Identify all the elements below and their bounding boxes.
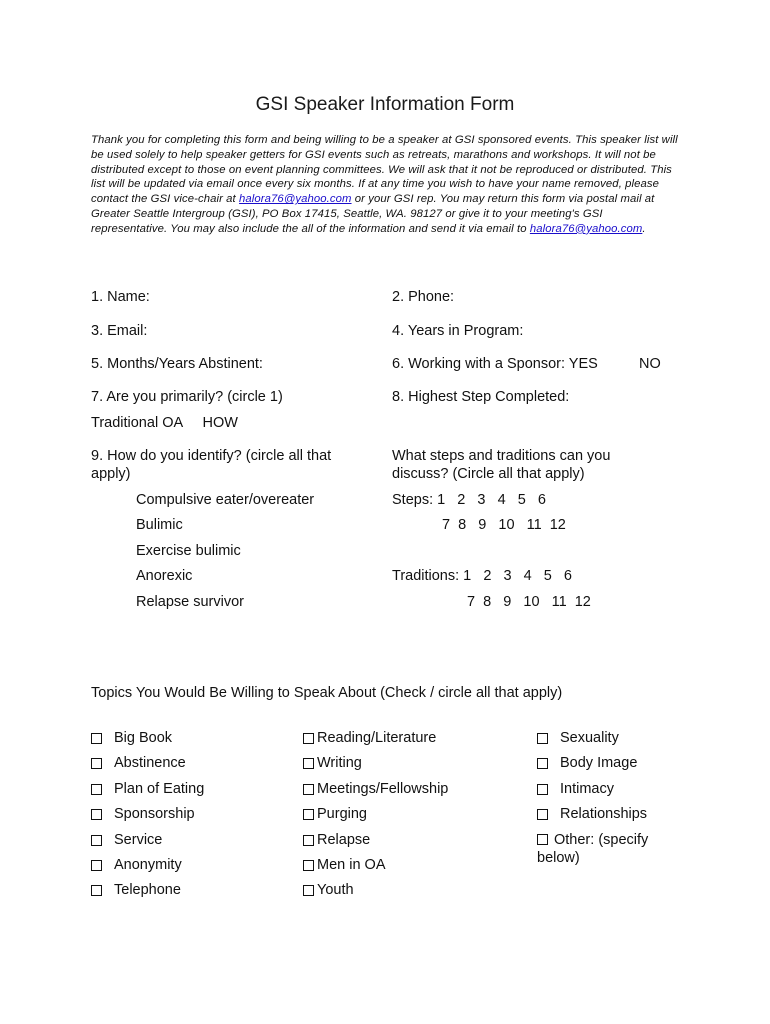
name-field-label: 1. Name: <box>91 289 150 305</box>
steps-line-2: 7 8 9 10 11 12 <box>442 517 566 533</box>
topic-anonymity[interactable] <box>91 856 204 881</box>
checkbox-icon[interactable] <box>91 758 102 769</box>
topic-sponsorship[interactable] <box>91 805 204 830</box>
checkbox-icon[interactable] <box>303 758 314 769</box>
email-field-label: 3. Email: <box>91 323 148 339</box>
topic-body-image[interactable] <box>537 754 677 779</box>
identify-option-relapse-survivor: Relapse survivor <box>136 594 244 610</box>
steps-line-1: Steps: 1 2 3 4 5 6 <box>392 492 546 508</box>
topic-men-in-oa[interactable] <box>303 856 448 881</box>
topic-plan-of-eating[interactable] <box>91 780 204 805</box>
traditions-line-1: Traditions: 1 2 3 4 5 6 <box>392 568 572 584</box>
sponsor-no-option: NO <box>639 356 661 372</box>
topic-label: Telephone <box>114 882 181 899</box>
checkbox-icon[interactable] <box>91 733 102 744</box>
topics-column-3 <box>537 729 677 867</box>
checkbox-icon[interactable] <box>303 809 314 820</box>
page-title: GSI Speaker Information Form <box>255 94 515 115</box>
checkbox-icon[interactable] <box>537 784 548 795</box>
intro-text-1: Thank you for completing this form and being willing to be a speaker at GSI sponsored events. This speaker list will be used solely to help speaker getters for GSI events such as retreats, marathons and workshops. It will not be distributed except to those on event planning committees. We will ask that it not be reproduced or distributed. This list will be updated via email once every six months. If at any time you wish to have your name removed, please contact the GSI vice-chair at <box>91 134 678 206</box>
topic-label: Writing <box>317 755 362 772</box>
checkbox-icon[interactable] <box>303 784 314 795</box>
topic-writing[interactable] <box>303 754 448 779</box>
checkbox-icon[interactable] <box>91 784 102 795</box>
topic-label: Sponsorship <box>114 806 195 823</box>
topic-label: Body Image <box>560 755 638 772</box>
checkbox-icon[interactable] <box>91 860 102 871</box>
checkbox-icon[interactable] <box>537 733 548 744</box>
checkbox-icon[interactable] <box>303 835 314 846</box>
checkbox-icon[interactable] <box>537 834 548 845</box>
identify-option-exercise-bulimic: Exercise bulimic <box>136 543 241 559</box>
topic-relapse[interactable] <box>303 831 448 856</box>
sponsor-field-label: 6. Working with a Sponsor: YES <box>392 356 598 372</box>
topic-other[interactable] <box>537 831 677 867</box>
email-link-1[interactable]: halora76@yahoo.com <box>239 193 352 206</box>
topic-youth[interactable] <box>303 881 448 906</box>
topic-big-book[interactable] <box>91 729 204 754</box>
topic-relationships[interactable] <box>537 805 677 830</box>
highest-step-field-label: 8. Highest Step Completed: <box>392 389 570 405</box>
topic-label: Abstinence <box>114 755 186 772</box>
topic-label: Service <box>114 831 163 848</box>
checkbox-icon[interactable] <box>537 758 548 769</box>
topic-label: Sexuality <box>560 730 619 746</box>
topic-label: Anonymity <box>114 856 182 873</box>
years-field-label: 4. Years in Program: <box>392 323 524 339</box>
phone-field-label: 2. Phone: <box>392 289 455 305</box>
checkbox-icon[interactable] <box>91 885 102 896</box>
topic-label: Big Book <box>114 730 173 746</box>
topic-label: Relapse <box>317 831 371 848</box>
topic-service[interactable] <box>91 831 204 856</box>
topic-meetings-fellowship[interactable] <box>303 780 448 805</box>
identify-option-compulsive: Compulsive eater/overeater <box>136 492 315 508</box>
topic-intimacy[interactable] <box>537 780 677 805</box>
identify-field-label: 9. How do you identify? (circle all that apply) <box>91 448 332 482</box>
topic-label: Reading/Literature <box>317 730 437 746</box>
steps-question-label: What steps and traditions can you discuss? (Circle all that apply) <box>392 448 611 482</box>
abstinent-field-label: 5. Months/Years Abstinent: <box>91 356 263 372</box>
primarily-field-label: 7. Are you primarily? (circle 1) <box>91 389 283 405</box>
checkbox-icon[interactable] <box>303 733 314 744</box>
topics-column-1 <box>91 729 204 907</box>
topic-reading-literature[interactable] <box>303 729 448 754</box>
topic-label: Youth <box>317 882 354 899</box>
topics-heading: Topics You Would Be Willing to Speak About (Check / circle all that apply) <box>91 685 563 701</box>
topic-label: Intimacy <box>560 780 614 797</box>
topic-other-wrap <box>537 831 677 867</box>
topic-label: Meetings/Fellowship <box>317 780 449 797</box>
email-link-2[interactable]: halora76@yahoo.com <box>529 222 643 235</box>
topic-label: Relationships <box>560 806 648 823</box>
topics-column-2 <box>303 729 448 907</box>
topic-sexuality[interactable] <box>537 729 677 754</box>
topic-label: Plan of Eating <box>114 780 205 797</box>
topic-label: Purging <box>317 806 367 823</box>
topic-label: Other: (specify below) <box>537 831 649 866</box>
checkbox-icon[interactable] <box>537 809 548 820</box>
checkbox-icon[interactable] <box>303 885 314 896</box>
checkbox-icon[interactable] <box>91 835 102 846</box>
intro-text-3: . <box>642 222 646 235</box>
topic-telephone[interactable] <box>91 881 204 906</box>
topic-abstinence[interactable] <box>91 754 204 779</box>
intro-paragraph <box>91 133 681 237</box>
checkbox-icon[interactable] <box>303 860 314 871</box>
checkbox-icon[interactable] <box>91 809 102 820</box>
intro-text-2: or your GSI rep. You may return this form via postal mail at Greater Seattle Intergroup (GSI), PO Box 17415, Seattle, WA. 98127 or give it to your meeting's GSI representative. You may also include the all of the information and send it via email to <box>91 193 655 235</box>
topic-purging[interactable] <box>303 805 448 830</box>
identify-option-bulimic: Bulimic <box>136 517 183 533</box>
traditions-line-2: 7 8 9 10 11 12 <box>467 594 591 610</box>
topic-label: Men in OA <box>317 856 386 873</box>
primarily-options: Traditional OA HOW <box>91 415 238 431</box>
identify-option-anorexic: Anorexic <box>136 568 193 584</box>
